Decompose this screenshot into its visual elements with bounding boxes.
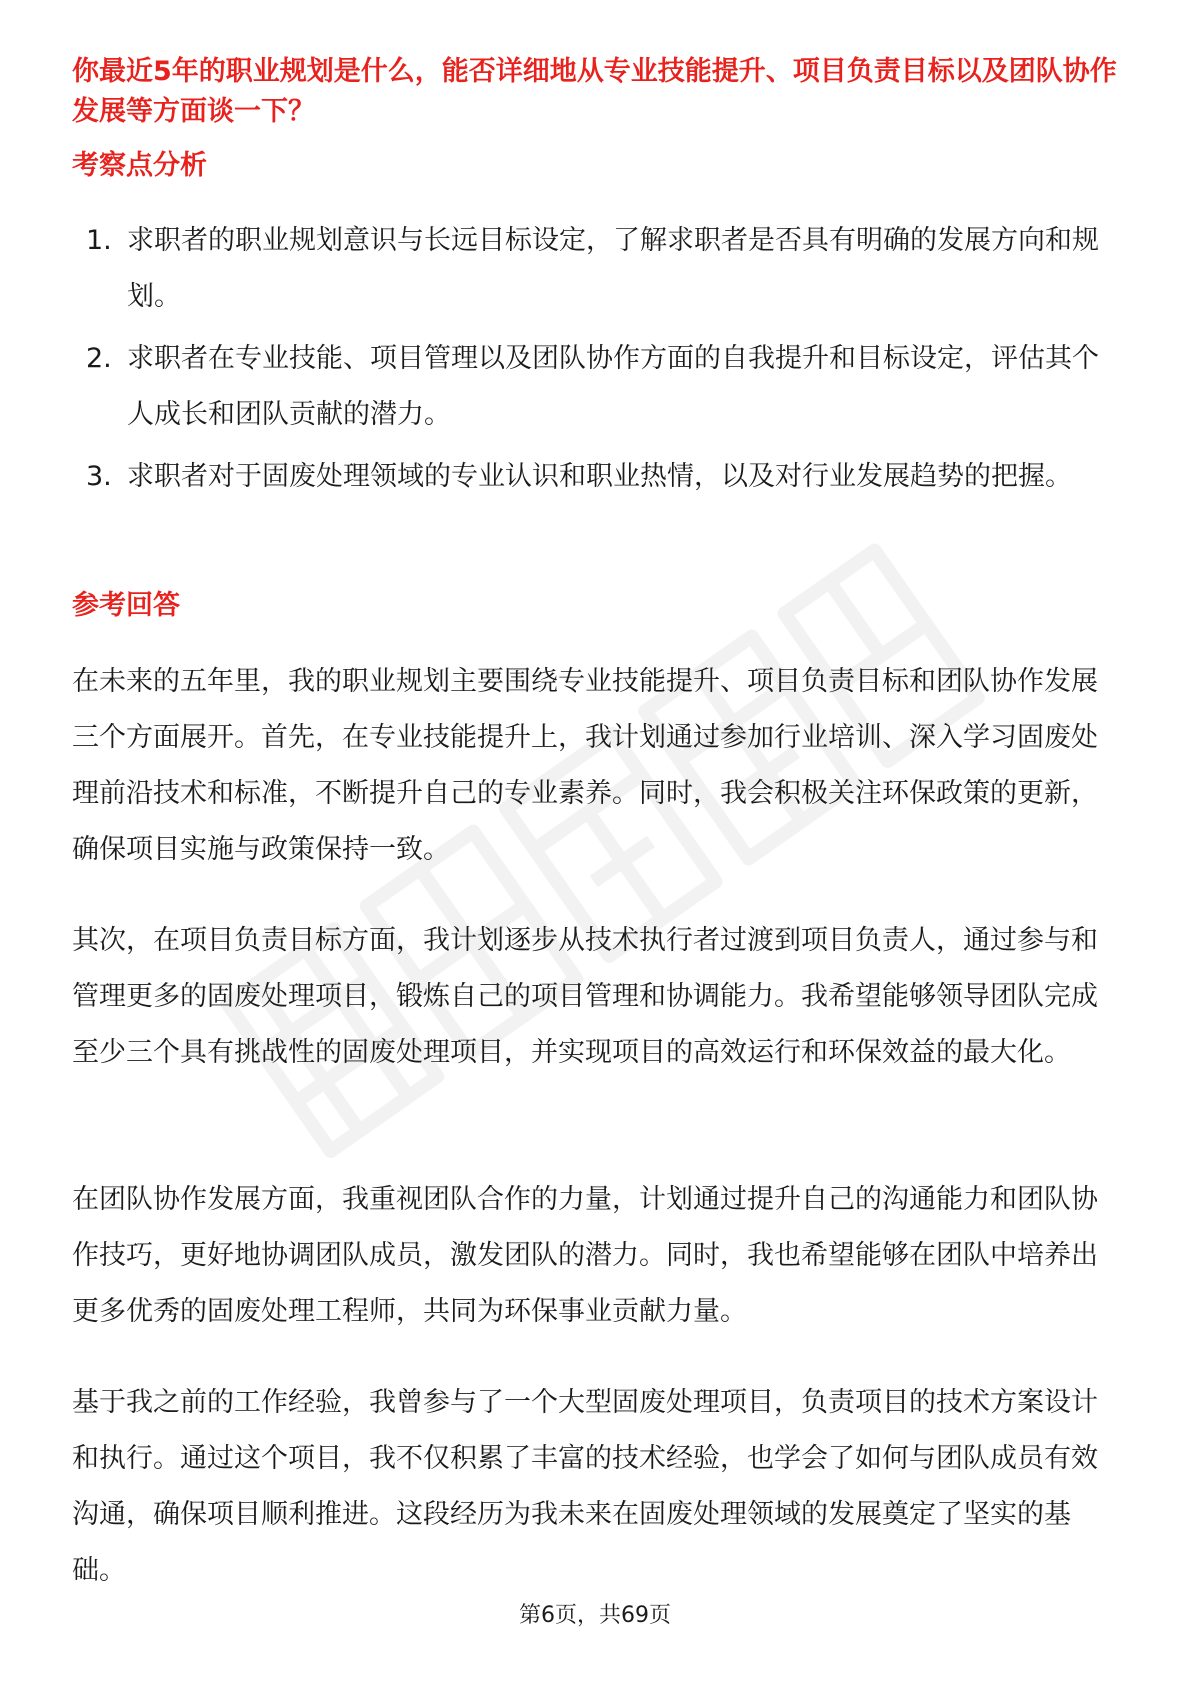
answer-paragraph: 其次，在项目负责目标方面，我计划逐步从技术执行者过渡到项目负责人，通过参与和管理更多的固废处理项目，锻炼自己的项目管理和协调能力。我希望能够领导团队完成至少三个具有挑战性的固废处理项目，并实现项目的高效运行和环保效益的最大化。 — [72, 925, 1098, 1068]
list-item-number: 2. — [86, 343, 112, 374]
list-item — [72, 213, 1122, 325]
list-item — [72, 331, 1122, 443]
answer-paragraph: 在未来的五年里，我的职业规划主要围绕专业技能提升、项目负责目标和团队协作发展三个方面展开。首先，在专业技能提升上，我计划通过参加行业培训、深入学习固废处理前沿技术和标准，不断提升自己的专业素养。同时，我会积极关注环保政策的更新，确保项目实施与政策保持一致。 — [72, 666, 1098, 865]
page-number-footer: 第6页，共69页 — [519, 1603, 671, 1628]
list-item-text: 求职者对于固废处理领域的专业认识和职业热情，以及对行业发展趋势的把握。 — [127, 461, 1072, 492]
list-item-text: 求职者在专业技能、项目管理以及团队协作方面的自我提升和目标设定，评估其个人成长和团队贡献的潜力。 — [127, 343, 1099, 430]
answer-paragraph: 在团队协作发展方面，我重视团队合作的力量，计划通过提升自己的沟通能力和团队协作技巧，更好地协调团队成员，激发团队的潜力。同时，我也希望能够在团队中培养出更多优秀的固废处理工程师，共同为环保事业贡献力量。 — [72, 1184, 1098, 1327]
list-item — [72, 449, 1122, 505]
answer-paragraph: 基于我之前的工作经验，我曾参与了一个大型固废处理项目，负责项目的技术方案设计和执行。通过这个项目，我不仅积累了丰富的技术经验，也学会了如何与团队成员有效沟通，确保项目顺利推进。这段经历为我未来在固废处理领域的发展奠定了坚实的基础。 — [72, 1387, 1098, 1586]
question-title: 你最近5年的职业规划是什么，能否详细地从专业技能提升、项目负责目标以及团队协作发展等方面谈一下？ — [72, 56, 1117, 127]
list-item-number: 3. — [86, 461, 112, 492]
answer-heading: 参考回答 — [72, 590, 180, 621]
analysis-heading: 考察点分析 — [72, 150, 207, 181]
list-item-number: 1. — [86, 225, 112, 256]
list-item-text: 求职者的职业规划意识与长远目标设定，了解求职者是否具有明确的发展方向和规划。 — [127, 225, 1099, 312]
analysis-points-list — [72, 213, 1122, 511]
